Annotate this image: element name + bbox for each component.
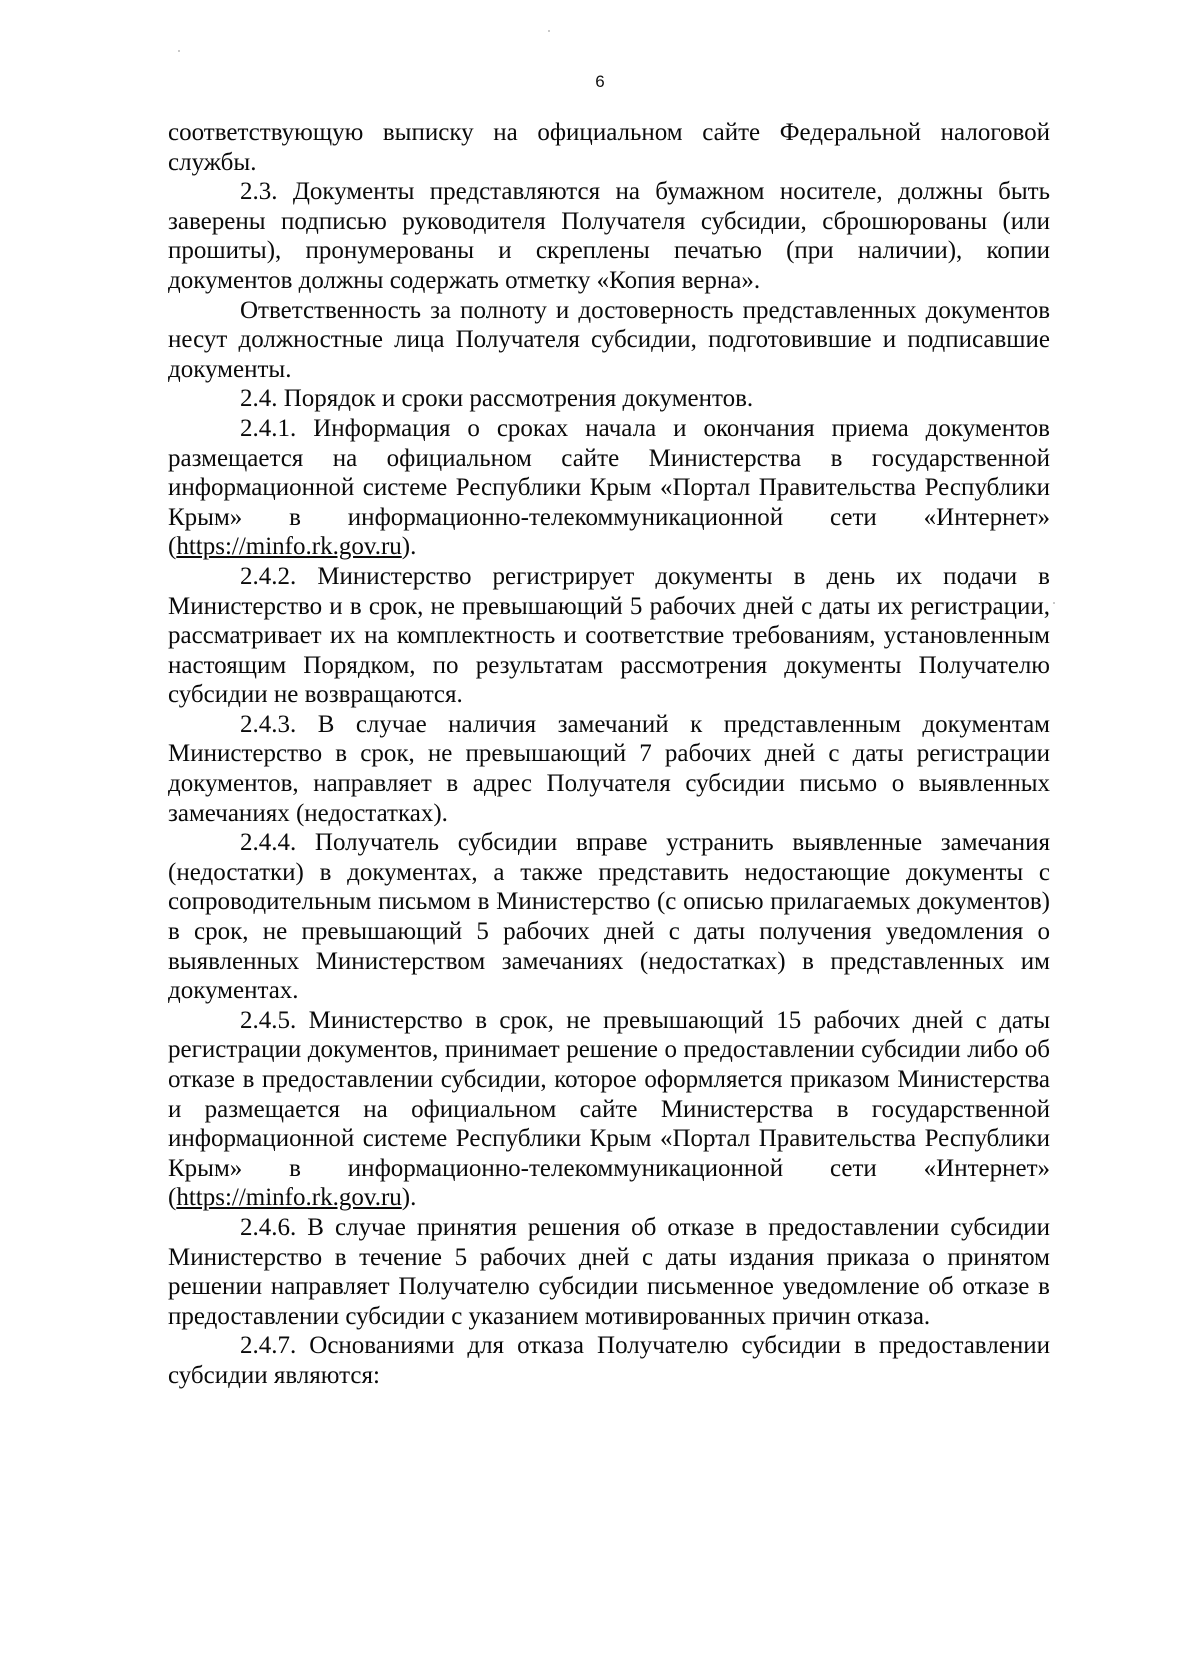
paragraph-text: 2.4.6. В случае принятия решения об отказе в предоставлении субсидии Министерство в течение 5 рабочих дней с даты издания приказа о принятом решении направляет Получателю субсидии письменное уведомление об отказе в предоставлении субсидии с указанием мотивированных причин отказа. <box>168 1213 1050 1330</box>
paragraph-2-3 <box>168 177 1050 295</box>
paragraph-text: соответствующую выписку на официальном сайте Федеральной налоговой службы. <box>168 119 1050 176</box>
page-number: 6 <box>595 72 605 91</box>
paragraph-responsibility <box>168 296 1050 385</box>
scan-speck <box>178 50 180 52</box>
paragraph-text: ). <box>401 1184 417 1212</box>
paragraph-text: 2.4.4. Получатель субсидии вправе устранить выявленные замечания (недостатки) в документах, а также представить недостающие документы с сопроводительным письмом в Министерство (с описью прилагаемых документов) в срок, не превышающий 5 рабочих дней с даты получения уведомления о выявленных Министерством замечаниях (недостатках) в представленных им документах. <box>168 829 1050 1005</box>
paragraph-2-4-6 <box>168 1213 1050 1331</box>
paragraph-text: ). <box>401 533 417 561</box>
paragraph-text: 2.4.2. Министерство регистрирует документы в день их подачи в Министерство и в срок, не превышающий 5 рабочих дней с даты их регистрации, рассматривает их на комплектность и соответствие требованиям, установленным настоящим Порядком, по результатам рассмотрения документы Получателю субсидии не возвращаются. <box>168 562 1050 709</box>
website-link[interactable]: https://minfo.rk.gov.ru <box>176 1184 402 1212</box>
paragraph-2-4-4 <box>168 828 1050 1006</box>
scan-speck <box>548 30 550 32</box>
paragraph-text: 2.3. Документы представляются на бумажном носителе, должны быть заверены подписью руководителя Получателя субсидии, сброшюрованы (или прошиты), пронумерованы и скреплены печатью (при наличии), копии документов должны содержать отметку «Копия верна». <box>168 178 1050 294</box>
paragraph-text: 2.4.3. В случае наличия замечаний к представленным документам Министерство в срок, не превышающий 7 рабочих дней с даты регистрации документов, направляет в адрес Получателя субсидии письмо о выявленных замечаниях (недостатках). <box>168 710 1050 827</box>
paragraph-2-4-5 <box>168 1006 1050 1213</box>
paragraph-text: 2.4.5. Министерство в срок, не превышающий 15 рабочих дней с даты регистрации документов, принимает решение о предоставлении субсидии либо об отказе в предоставлении субсидии, которое оформляется приказом Министерства и размещается на официальном сайте Министерства в государственной информационной системе Республики Крым «Портал Правительства Республики Крым» в информационно-телекоммуникационной сети «Интернет» ( <box>168 1006 1050 1212</box>
paragraph-2-4-1 <box>168 414 1050 562</box>
website-link[interactable]: https://minfo.rk.gov.ru <box>176 533 402 561</box>
document-body <box>168 118 1050 1391</box>
paragraph-2-4 <box>168 384 1050 414</box>
paragraph-2-4-7 <box>168 1331 1050 1390</box>
paragraph-text: 2.4.1. Информация о сроках начала и окончания приема документов размещается на официальном сайте Министерства в государственной информационной системе Республики Крым «Портал Правительства Республики Крым» в информационно-телекоммуникационной сети «Интернет» ( <box>168 414 1050 561</box>
paragraph-text: 2.4.7. Основаниями для отказа Получателю субсидии в предоставлении субсидии являются: <box>168 1332 1050 1389</box>
paragraph-2-4-3 <box>168 710 1050 828</box>
paragraph-2-4-2 <box>168 562 1050 710</box>
paragraph-continuation <box>168 118 1050 177</box>
scan-speck <box>1053 602 1055 604</box>
paragraph-text: Ответственность за полноту и достоверность представленных документов несут должностные лица Получателя субсидии, подготовившие и подписавшие документы. <box>168 296 1050 383</box>
paragraph-text: 2.4. Порядок и сроки рассмотрения документов. <box>240 385 754 413</box>
